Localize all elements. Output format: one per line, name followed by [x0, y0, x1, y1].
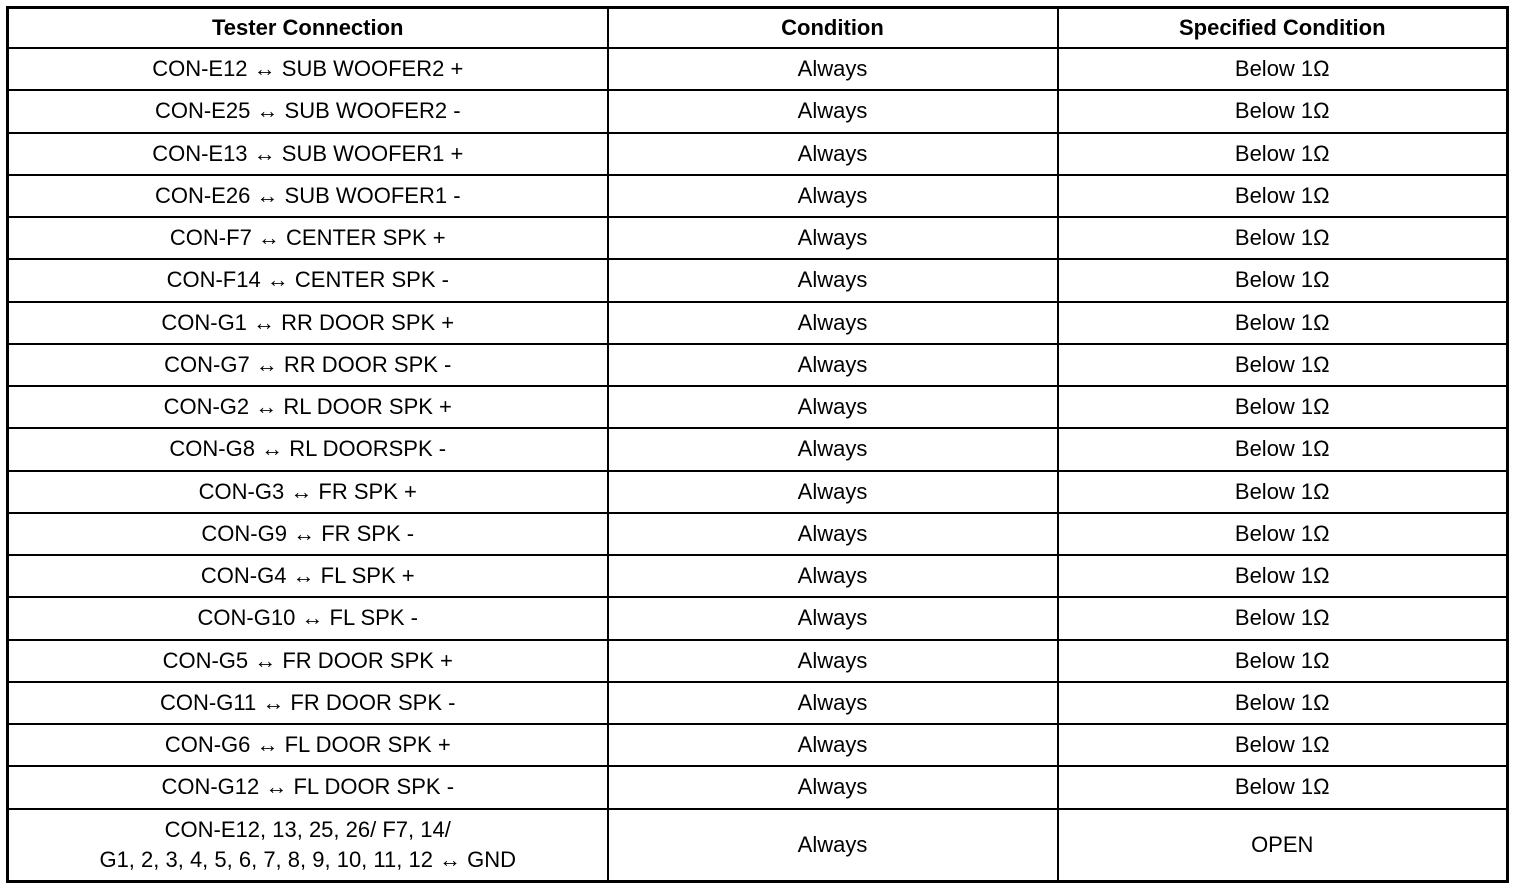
tester-connection-cell: CON-E13 ↔ SUB WOOFER1 +: [8, 133, 608, 175]
specified-condition-cell: Below 1Ω: [1058, 344, 1508, 386]
specified-condition-cell: Below 1Ω: [1058, 386, 1508, 428]
condition-cell: Always: [608, 48, 1058, 90]
specified-condition-cell: Below 1Ω: [1058, 640, 1508, 682]
table-row: [8, 302, 1508, 344]
condition-cell: Always: [608, 513, 1058, 555]
condition-cell: Always: [608, 809, 1058, 882]
condition-cell: Always: [608, 682, 1058, 724]
tester-connection-cell: CON-G7 ↔ RR DOOR SPK -: [8, 344, 608, 386]
specified-condition-cell: Below 1Ω: [1058, 428, 1508, 470]
specified-condition-cell: OPEN: [1058, 809, 1508, 882]
condition-cell: Always: [608, 259, 1058, 301]
specified-condition-cell: Below 1Ω: [1058, 217, 1508, 259]
table-row: [8, 428, 1508, 470]
connection-line-1: CON-E12, 13, 25, 26/ F7, 14/: [164, 816, 451, 842]
tester-connection-cell: CON-E12 ↔ SUB WOOFER2 +: [8, 48, 608, 90]
header-specified-condition: Specified Condition: [1058, 8, 1508, 49]
table-row: [8, 175, 1508, 217]
specified-condition-cell: Below 1Ω: [1058, 766, 1508, 808]
spec-table-container: [6, 6, 1506, 883]
table-row: [8, 386, 1508, 428]
tester-connection-cell: CON-G4 ↔ FL SPK +: [8, 555, 608, 597]
specified-condition-cell: Below 1Ω: [1058, 90, 1508, 132]
specified-condition-cell: Below 1Ω: [1058, 597, 1508, 639]
specified-condition-cell: Below 1Ω: [1058, 471, 1508, 513]
table-row: [8, 640, 1508, 682]
condition-cell: Always: [608, 344, 1058, 386]
table-row: [8, 471, 1508, 513]
tester-connection-cell: CON-G9 ↔ FR SPK -: [8, 513, 608, 555]
condition-cell: Always: [608, 724, 1058, 766]
tester-connection-cell: CON-E26 ↔ SUB WOOFER1 -: [8, 175, 608, 217]
header-tester-connection: Tester Connection: [8, 8, 608, 49]
table-row: [8, 217, 1508, 259]
condition-cell: Always: [608, 217, 1058, 259]
tester-connection-cell: CON-E25 ↔ SUB WOOFER2 -: [8, 90, 608, 132]
tester-connection-table: [6, 6, 1509, 883]
tester-connection-cell: CON-G2 ↔ RL DOOR SPK +: [8, 386, 608, 428]
condition-cell: Always: [608, 555, 1058, 597]
table-row: [8, 259, 1508, 301]
tester-connection-cell: CON-G10 ↔ FL SPK -: [8, 597, 608, 639]
table-row: [8, 48, 1508, 90]
condition-cell: Always: [608, 597, 1058, 639]
table-row: [8, 682, 1508, 724]
specified-condition-cell: Below 1Ω: [1058, 724, 1508, 766]
condition-cell: Always: [608, 640, 1058, 682]
table-row-gnd: [8, 809, 1508, 882]
condition-cell: Always: [608, 175, 1058, 217]
specified-condition-cell: Below 1Ω: [1058, 133, 1508, 175]
connection-line-2: G1, 2, 3, 4, 5, 6, 7, 8, 9, 10, 11, 12 ↔ GND: [99, 846, 517, 872]
tester-connection-cell: CON-G8 ↔ RL DOORSPK -: [8, 428, 608, 470]
tester-connection-cell: [8, 809, 608, 882]
specified-condition-cell: Below 1Ω: [1058, 175, 1508, 217]
condition-cell: Always: [608, 386, 1058, 428]
condition-cell: Always: [608, 133, 1058, 175]
condition-cell: Always: [608, 302, 1058, 344]
table-row: [8, 597, 1508, 639]
specified-condition-cell: Below 1Ω: [1058, 259, 1508, 301]
table-row: [8, 90, 1508, 132]
tester-connection-cell: CON-G3 ↔ FR SPK +: [8, 471, 608, 513]
table-row: [8, 555, 1508, 597]
tester-connection-cell: CON-F14 ↔ CENTER SPK -: [8, 259, 608, 301]
tester-connection-cell: CON-G1 ↔ RR DOOR SPK +: [8, 302, 608, 344]
specified-condition-cell: Below 1Ω: [1058, 302, 1508, 344]
specified-condition-cell: Below 1Ω: [1058, 555, 1508, 597]
specified-condition-cell: Below 1Ω: [1058, 682, 1508, 724]
header-row: [8, 8, 1508, 49]
condition-cell: Always: [608, 428, 1058, 470]
condition-cell: Always: [608, 90, 1058, 132]
header-condition: Condition: [608, 8, 1058, 49]
table-row: [8, 724, 1508, 766]
table-row: [8, 513, 1508, 555]
specified-condition-cell: Below 1Ω: [1058, 513, 1508, 555]
table-row: [8, 344, 1508, 386]
tester-connection-cell: CON-G12 ↔ FL DOOR SPK -: [8, 766, 608, 808]
tester-connection-cell: CON-G6 ↔ FL DOOR SPK +: [8, 724, 608, 766]
tester-connection-cell: CON-G11 ↔ FR DOOR SPK -: [8, 682, 608, 724]
condition-cell: Always: [608, 766, 1058, 808]
tester-connection-cell: CON-F7 ↔ CENTER SPK +: [8, 217, 608, 259]
condition-cell: Always: [608, 471, 1058, 513]
specified-condition-cell: Below 1Ω: [1058, 48, 1508, 90]
table-row: [8, 766, 1508, 808]
tester-connection-cell: CON-G5 ↔ FR DOOR SPK +: [8, 640, 608, 682]
table-row: [8, 133, 1508, 175]
